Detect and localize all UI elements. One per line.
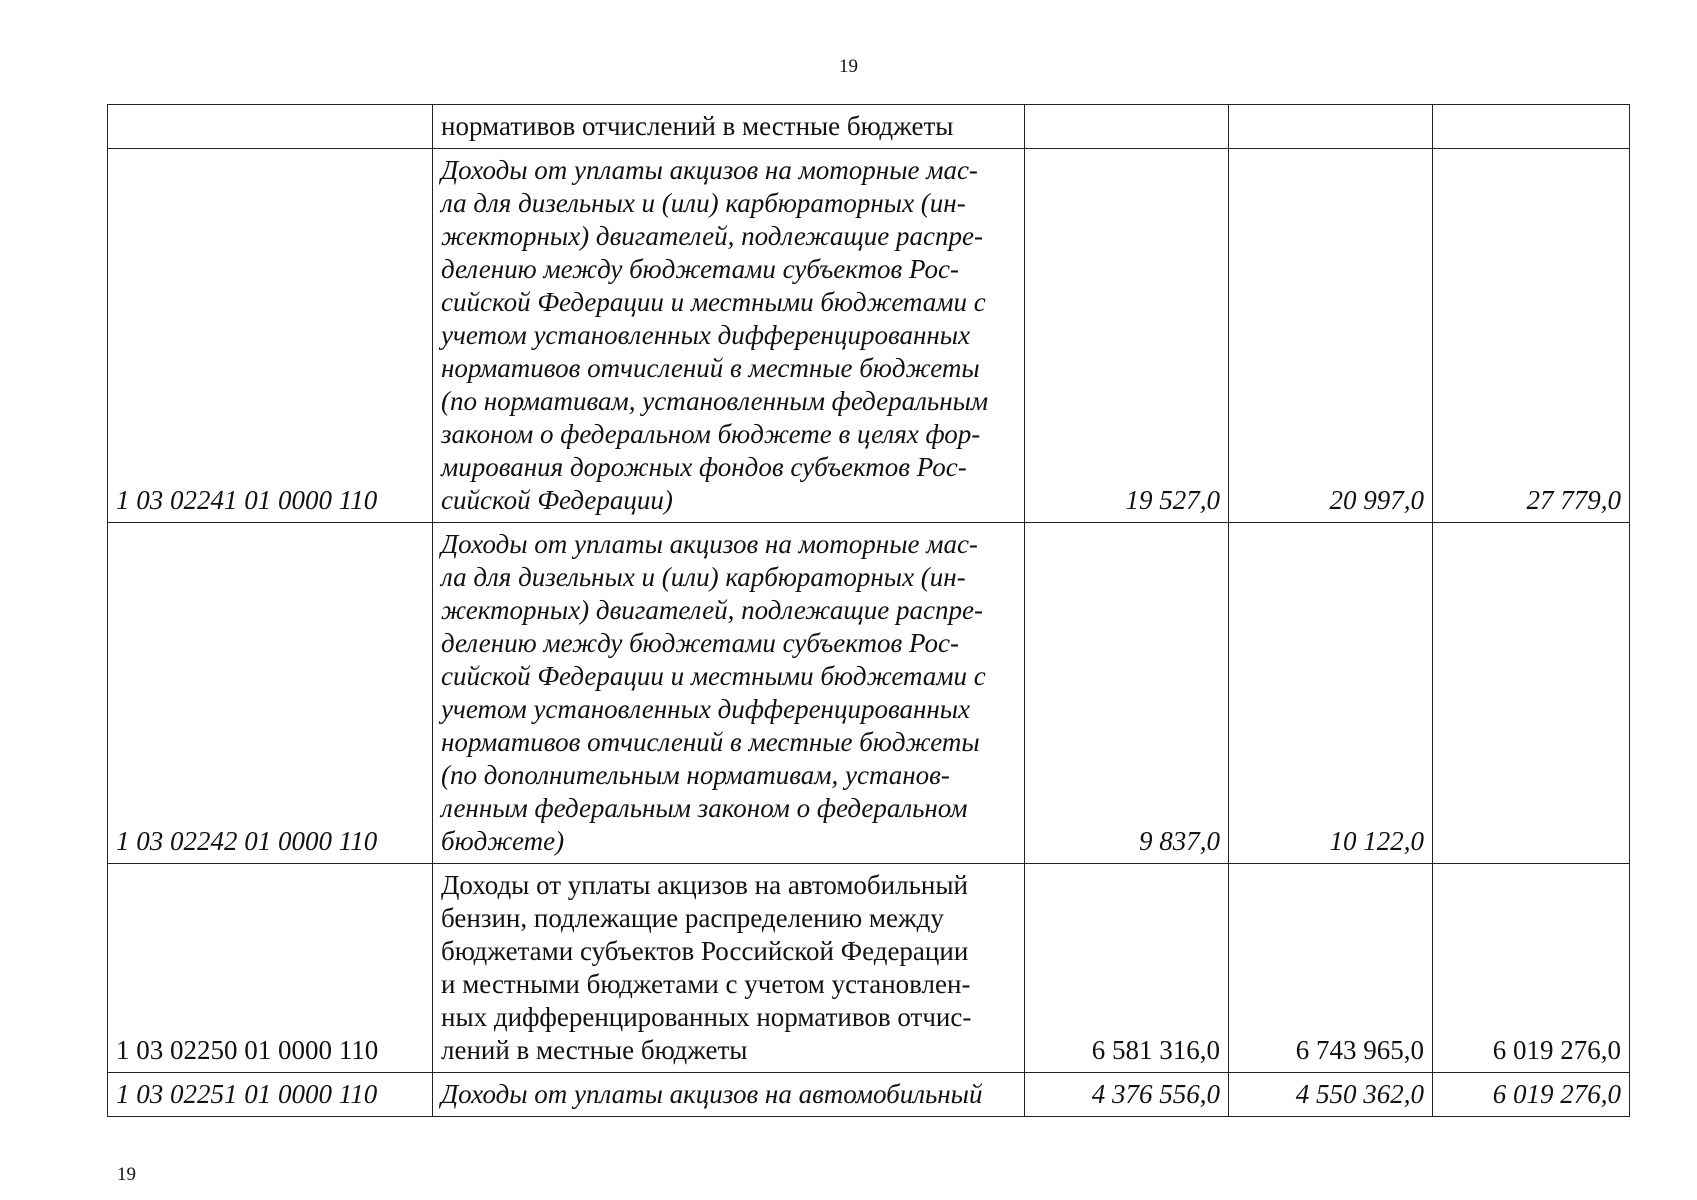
value-cell-3: 6 019 276,0 bbox=[1433, 1073, 1630, 1117]
value-cell-1: 6 581 316,0 bbox=[1025, 864, 1229, 1073]
value-cell-2: 6 743 965,0 bbox=[1229, 864, 1433, 1073]
value-cell-1 bbox=[1025, 105, 1229, 149]
value-cell-3 bbox=[1433, 523, 1630, 864]
revenue-table bbox=[107, 104, 1630, 1117]
value-cell-3 bbox=[1433, 105, 1630, 149]
budget-code-cell bbox=[108, 105, 433, 149]
page-number-top: 19 bbox=[839, 56, 858, 77]
table-row bbox=[108, 864, 1630, 1073]
description-cell: Доходы от уплаты акцизов на автомобильный бензин, подлежащие распределению между бюджетами субъектов Российской Федерации и местными бюджетами с учетом установлен- ных дифференцированных нормативов отчис- лений в местные бюджеты bbox=[433, 864, 1025, 1073]
table-row bbox=[108, 523, 1630, 864]
description-cell: Доходы от уплаты акцизов на моторные мас- ла для дизельных и (или) карбюраторных (ин- жекторных) двигателей, подлежащие распре- делению между бюджетами субъектов Рос- сийской Федерации и местными бюджетами с учетом установленных дифференцированных нормативов отчислений в местные бюджеты (по дополнительным нормативам, установ- ленным федеральным законом о федеральном бюджете) bbox=[433, 523, 1025, 864]
description-cell: Доходы от уплаты акцизов на моторные мас- ла для дизельных и (или) карбюраторных (ин- жекторных) двигателей, подлежащие распре- делению между бюджетами субъектов Рос- сийской Федерации и местными бюджетами с учетом установленных дифференцированных нормативов отчислений в местные бюджеты (по нормативам, установленным федеральным законом о федеральном бюджете в целях фор- мирования дорожных фондов субъектов Рос- сийской Федерации) bbox=[433, 149, 1025, 523]
value-cell-2: 4 550 362,0 bbox=[1229, 1073, 1433, 1117]
table-row bbox=[108, 105, 1630, 149]
value-cell-1: 4 376 556,0 bbox=[1025, 1073, 1229, 1117]
table-row bbox=[108, 1073, 1630, 1117]
value-cell-2 bbox=[1229, 105, 1433, 149]
description-cell: нормативов отчислений в местные бюджеты bbox=[433, 105, 1025, 149]
value-cell-3: 6 019 276,0 bbox=[1433, 864, 1630, 1073]
budget-code-cell: 1 03 02251 01 0000 110 bbox=[108, 1073, 433, 1117]
budget-code-cell: 1 03 02242 01 0000 110 bbox=[108, 523, 433, 864]
table-row bbox=[108, 149, 1630, 523]
description-cell: Доходы от уплаты акцизов на автомобильный bbox=[433, 1073, 1025, 1117]
budget-code-cell: 1 03 02241 01 0000 110 bbox=[108, 149, 433, 523]
page-number-bottom: 19 bbox=[117, 1164, 136, 1185]
value-cell-3: 27 779,0 bbox=[1433, 149, 1630, 523]
value-cell-1: 9 837,0 bbox=[1025, 523, 1229, 864]
budget-code-cell: 1 03 02250 01 0000 110 bbox=[108, 864, 433, 1073]
value-cell-2: 20 997,0 bbox=[1229, 149, 1433, 523]
value-cell-1: 19 527,0 bbox=[1025, 149, 1229, 523]
value-cell-2: 10 122,0 bbox=[1229, 523, 1433, 864]
